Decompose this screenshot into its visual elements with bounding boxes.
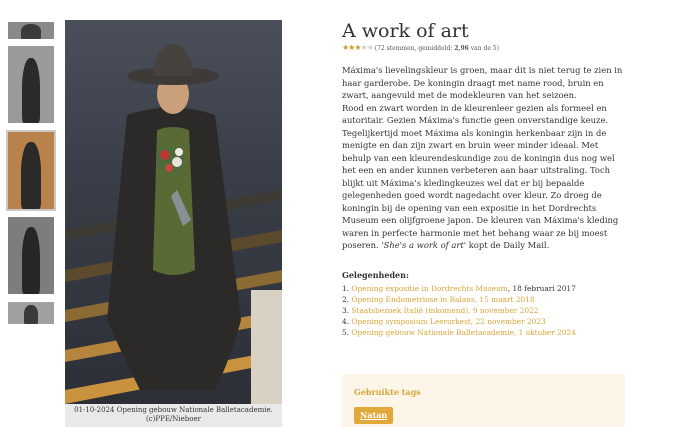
gallery-thumbnail[interactable] [8, 46, 54, 123]
page-title: A work of art [342, 20, 469, 42]
paragraph-2 [342, 102, 627, 252]
event-link[interactable]: Opening symposium Leerorkest, 22 november 2023 [351, 317, 546, 326]
list-number: 2. [342, 295, 350, 304]
tags-panel [342, 374, 625, 427]
event-link[interactable]: Opening Endometriose in Balans, 15 maart 2018 [351, 295, 535, 304]
main-photo-illustration [65, 20, 282, 404]
star-empty-icon[interactable]: ★ [366, 43, 373, 52]
list-item [342, 294, 576, 305]
rating-suffix: van de 5) [468, 45, 499, 52]
thumbnail-figure [21, 142, 41, 209]
list-item [342, 283, 576, 294]
caption-credit: (c)PPE/Nieboer [146, 415, 201, 423]
main-photo[interactable] [65, 20, 282, 404]
event-link[interactable]: Opening expositie in Dordrechts Museum [351, 284, 508, 293]
events-list [342, 283, 576, 338]
gallery-thumbnail[interactable] [8, 22, 54, 39]
star-filled-icon[interactable]: ★ [342, 43, 349, 52]
event-link[interactable]: Staatsbezoek Italië (inkomend), 9 november 2022 [351, 306, 539, 315]
list-item [342, 316, 576, 327]
list-number: 3. [342, 306, 350, 315]
paragraph-2-tail: ' kopt de Daily Mail. [463, 240, 550, 250]
paragraph-1: Máxima's lievelingskleur is groen, maar dit is niet terug te zien in haar garderobe. De koningin draagt met name rood, bruin en zwart, aangevuld met de modekleuren van het seizoen. [342, 65, 623, 100]
thumbnail-figure [22, 58, 40, 123]
star-filled-icon[interactable]: ★ [348, 43, 355, 52]
thumbnail-figure [22, 227, 40, 294]
flower-bouquet [156, 146, 184, 174]
list-item [342, 327, 576, 338]
event-link[interactable]: Opening gebouw Nationale Balletacademie, 1 oktober 2024 [351, 328, 576, 337]
thumbnail-figure [24, 305, 38, 324]
paragraph-2-quote: She's a work of art [383, 240, 464, 250]
star-filled-icon[interactable]: ★ [354, 43, 361, 52]
events-heading: Gelegenheden: [342, 270, 409, 280]
gallery-thumbnail[interactable] [8, 217, 54, 294]
thumbnail-figure [21, 24, 41, 39]
rating-votes: (72 stemmen, gemiddeld: [374, 45, 455, 52]
list-number: 5. [342, 328, 350, 337]
list-item [342, 305, 576, 316]
gallery-thumbnail-active[interactable] [8, 132, 54, 209]
figure-hat-crown [153, 44, 193, 76]
event-date: , 18 februari 2017 [507, 284, 576, 293]
star-rating[interactable] [342, 43, 499, 52]
caption-line-1: 01-10-2024 Opening gebouw Nationale Balletacademie. [74, 406, 273, 414]
photo-caption [65, 404, 282, 427]
list-number: 4. [342, 317, 350, 326]
tag-natan[interactable]: Natan [354, 407, 393, 424]
tags-heading: Gebruikte tags [354, 387, 421, 397]
rating-average: 2,96 [454, 45, 469, 52]
gallery-thumbnail[interactable] [8, 302, 54, 324]
bystander [251, 290, 282, 404]
article-body [342, 64, 627, 252]
star-empty-icon[interactable]: ★ [360, 43, 367, 52]
paragraph-2-text: Rood en zwart worden in de kleurenleer gezien als formeel en autoritair. Gezien Máxima's functie geen onverstandige keuze. Tegelijkertijd moet Máxima als koningin herkenbaar zijn in de menigte en dan zijn zwart en bruin weer minder ideaal. Met behulp van een kleurendeskundige zou de koningin dus nog wel het een en ander kunnen verbeteren aan haar uitstraling. Toch blijkt uit Máxima's kledingkeuzes wel dat er bij bepaalde gelegenheden goed wordt nagedacht over kleur. Zo droeg de koningin bij de opening van een expositie in het Dordrechts Museum een olijfgroene japon. De kleuren van Máxima's kleding waren in perfecte harmonie met het behang waar ze bij moest poseren. ' [342, 102, 619, 250]
star-icons[interactable] [342, 43, 373, 52]
list-number: 1. [342, 284, 350, 293]
